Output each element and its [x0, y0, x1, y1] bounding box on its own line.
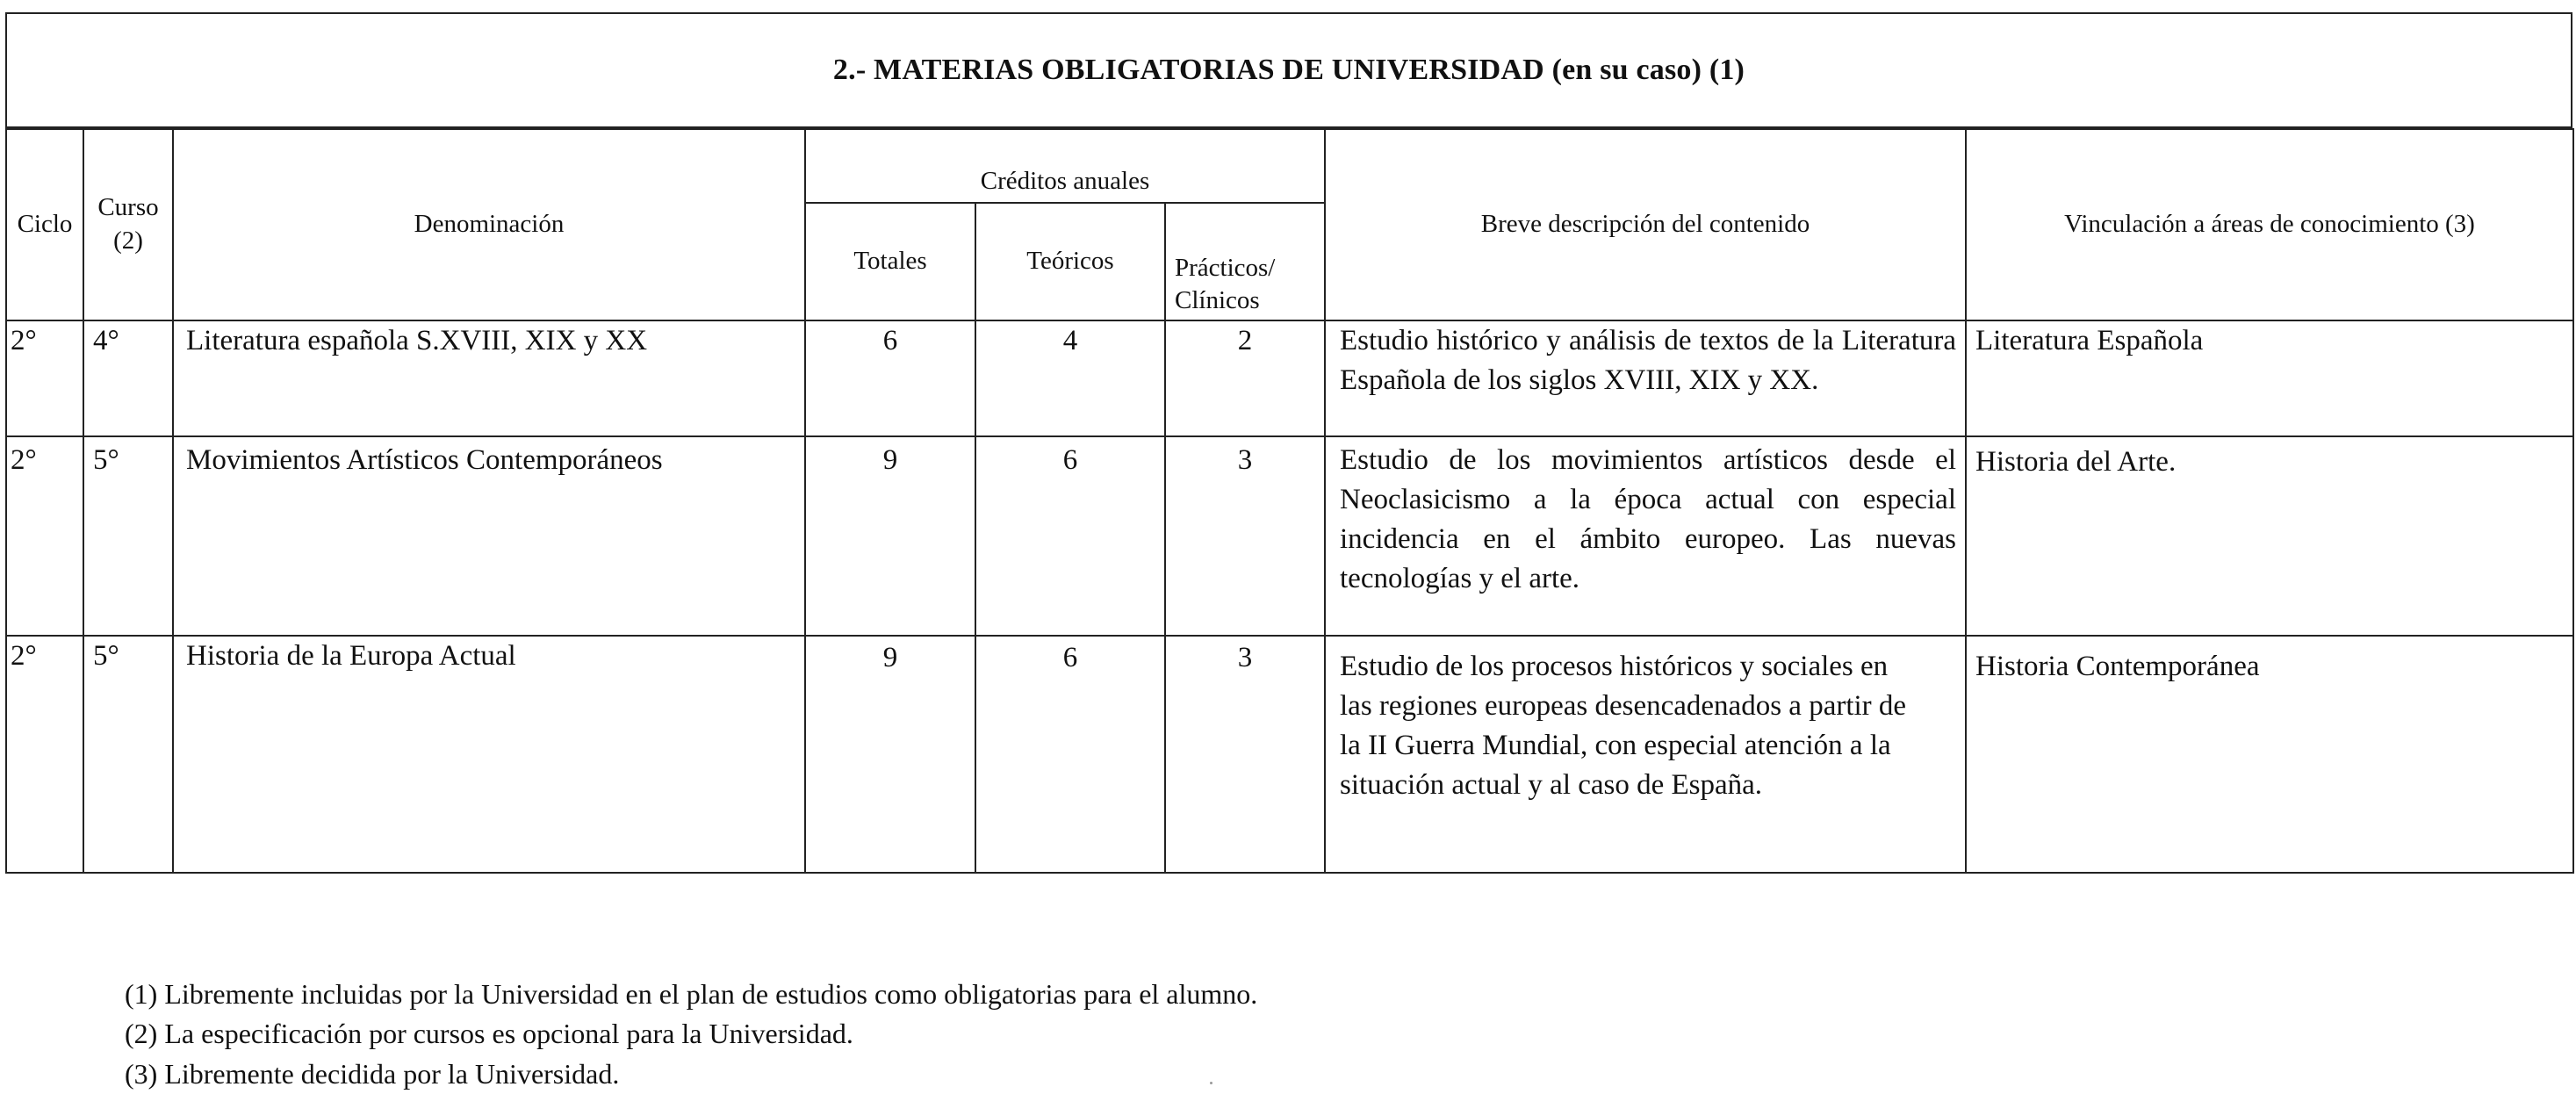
table-row [6, 636, 2573, 873]
cell-curso: 4° [83, 320, 173, 436]
header-practicos: Prácticos/ Clínicos [1165, 203, 1325, 320]
header-ciclo: Ciclo [6, 129, 83, 320]
footnote-2: (2) La especificación por cursos es opcional para la Universidad. [125, 1018, 853, 1050]
header-creditos: Créditos anuales [805, 129, 1325, 203]
header-totales: Totales [805, 203, 975, 320]
table-row [6, 320, 2573, 436]
cell-denominacion: Movimientos Artísticos Contemporáneos [173, 436, 805, 636]
cell-descripcion: Estudio de los movimientos artísticos desde el Neoclasicismo a la época actual con especial incidencia en el ámbito europeo. Las nuevas tecnologías y el arte. [1325, 436, 1966, 636]
cell-totales: 9 [805, 636, 975, 873]
footnote-3: (3) Libremente decidida por la Universidad. [125, 1057, 620, 1090]
cell-descripcion: Estudio de los procesos históricos y sociales en las regiones europeas desencadenados a partir de la II Guerra Mundial, con especial atención a la situación actual y al caso de España. [1325, 636, 1966, 873]
header-vinculacion: Vinculación a áreas de conocimiento (3) [1966, 129, 2573, 320]
cell-vinculacion: Historia del Arte. [1966, 436, 2573, 636]
table-title [5, 12, 2572, 128]
subjects-table [5, 128, 2574, 874]
cell-totales: 9 [805, 436, 975, 636]
cell-totales: 6 [805, 320, 975, 436]
title-main: 2.- MATERIAS OBLIGATORIAS DE UNIVERSIDAD [832, 54, 1544, 86]
cell-denominacion: Literatura española S.XVIII, XIX y XX [173, 320, 805, 436]
cell-ciclo: 2° [6, 436, 83, 636]
cell-teoricos: 6 [975, 436, 1165, 636]
footnote-1: (1) Libremente incluidas por la Universidad en el plan de estudios como obligatorias para el alumno. [125, 978, 1258, 1010]
header-descripcion: Breve descripción del contenido [1325, 129, 1966, 320]
header-teoricos: Teóricos [975, 203, 1165, 320]
scan-speck [1210, 1082, 1212, 1084]
cell-curso: 5° [83, 436, 173, 636]
cell-vinculacion: Literatura Española [1966, 320, 2573, 436]
cell-denominacion: Historia de la Europa Actual [173, 636, 805, 873]
cell-vinculacion: Historia Contemporánea [1966, 636, 2573, 873]
footnotes [125, 975, 1257, 1094]
cell-teoricos: 4 [975, 320, 1165, 436]
cell-teoricos: 6 [975, 636, 1165, 873]
cell-practicos: 3 [1165, 436, 1325, 636]
cell-descripcion: Estudio histórico y análisis de textos de la Literatura Española de los siglos XVIII, XIX y XX. [1325, 320, 1966, 436]
table-row [6, 436, 2573, 636]
cell-curso: 5° [83, 636, 173, 873]
cell-practicos: 3 [1165, 636, 1325, 873]
cell-ciclo: 2° [6, 320, 83, 436]
header-curso: Curso (2) [83, 129, 173, 320]
cell-practicos: 2 [1165, 320, 1325, 436]
cell-ciclo: 2° [6, 636, 83, 873]
header-denominacion: Denominación [173, 129, 805, 320]
title-suffix: (en su caso) (1) [1551, 54, 1745, 86]
